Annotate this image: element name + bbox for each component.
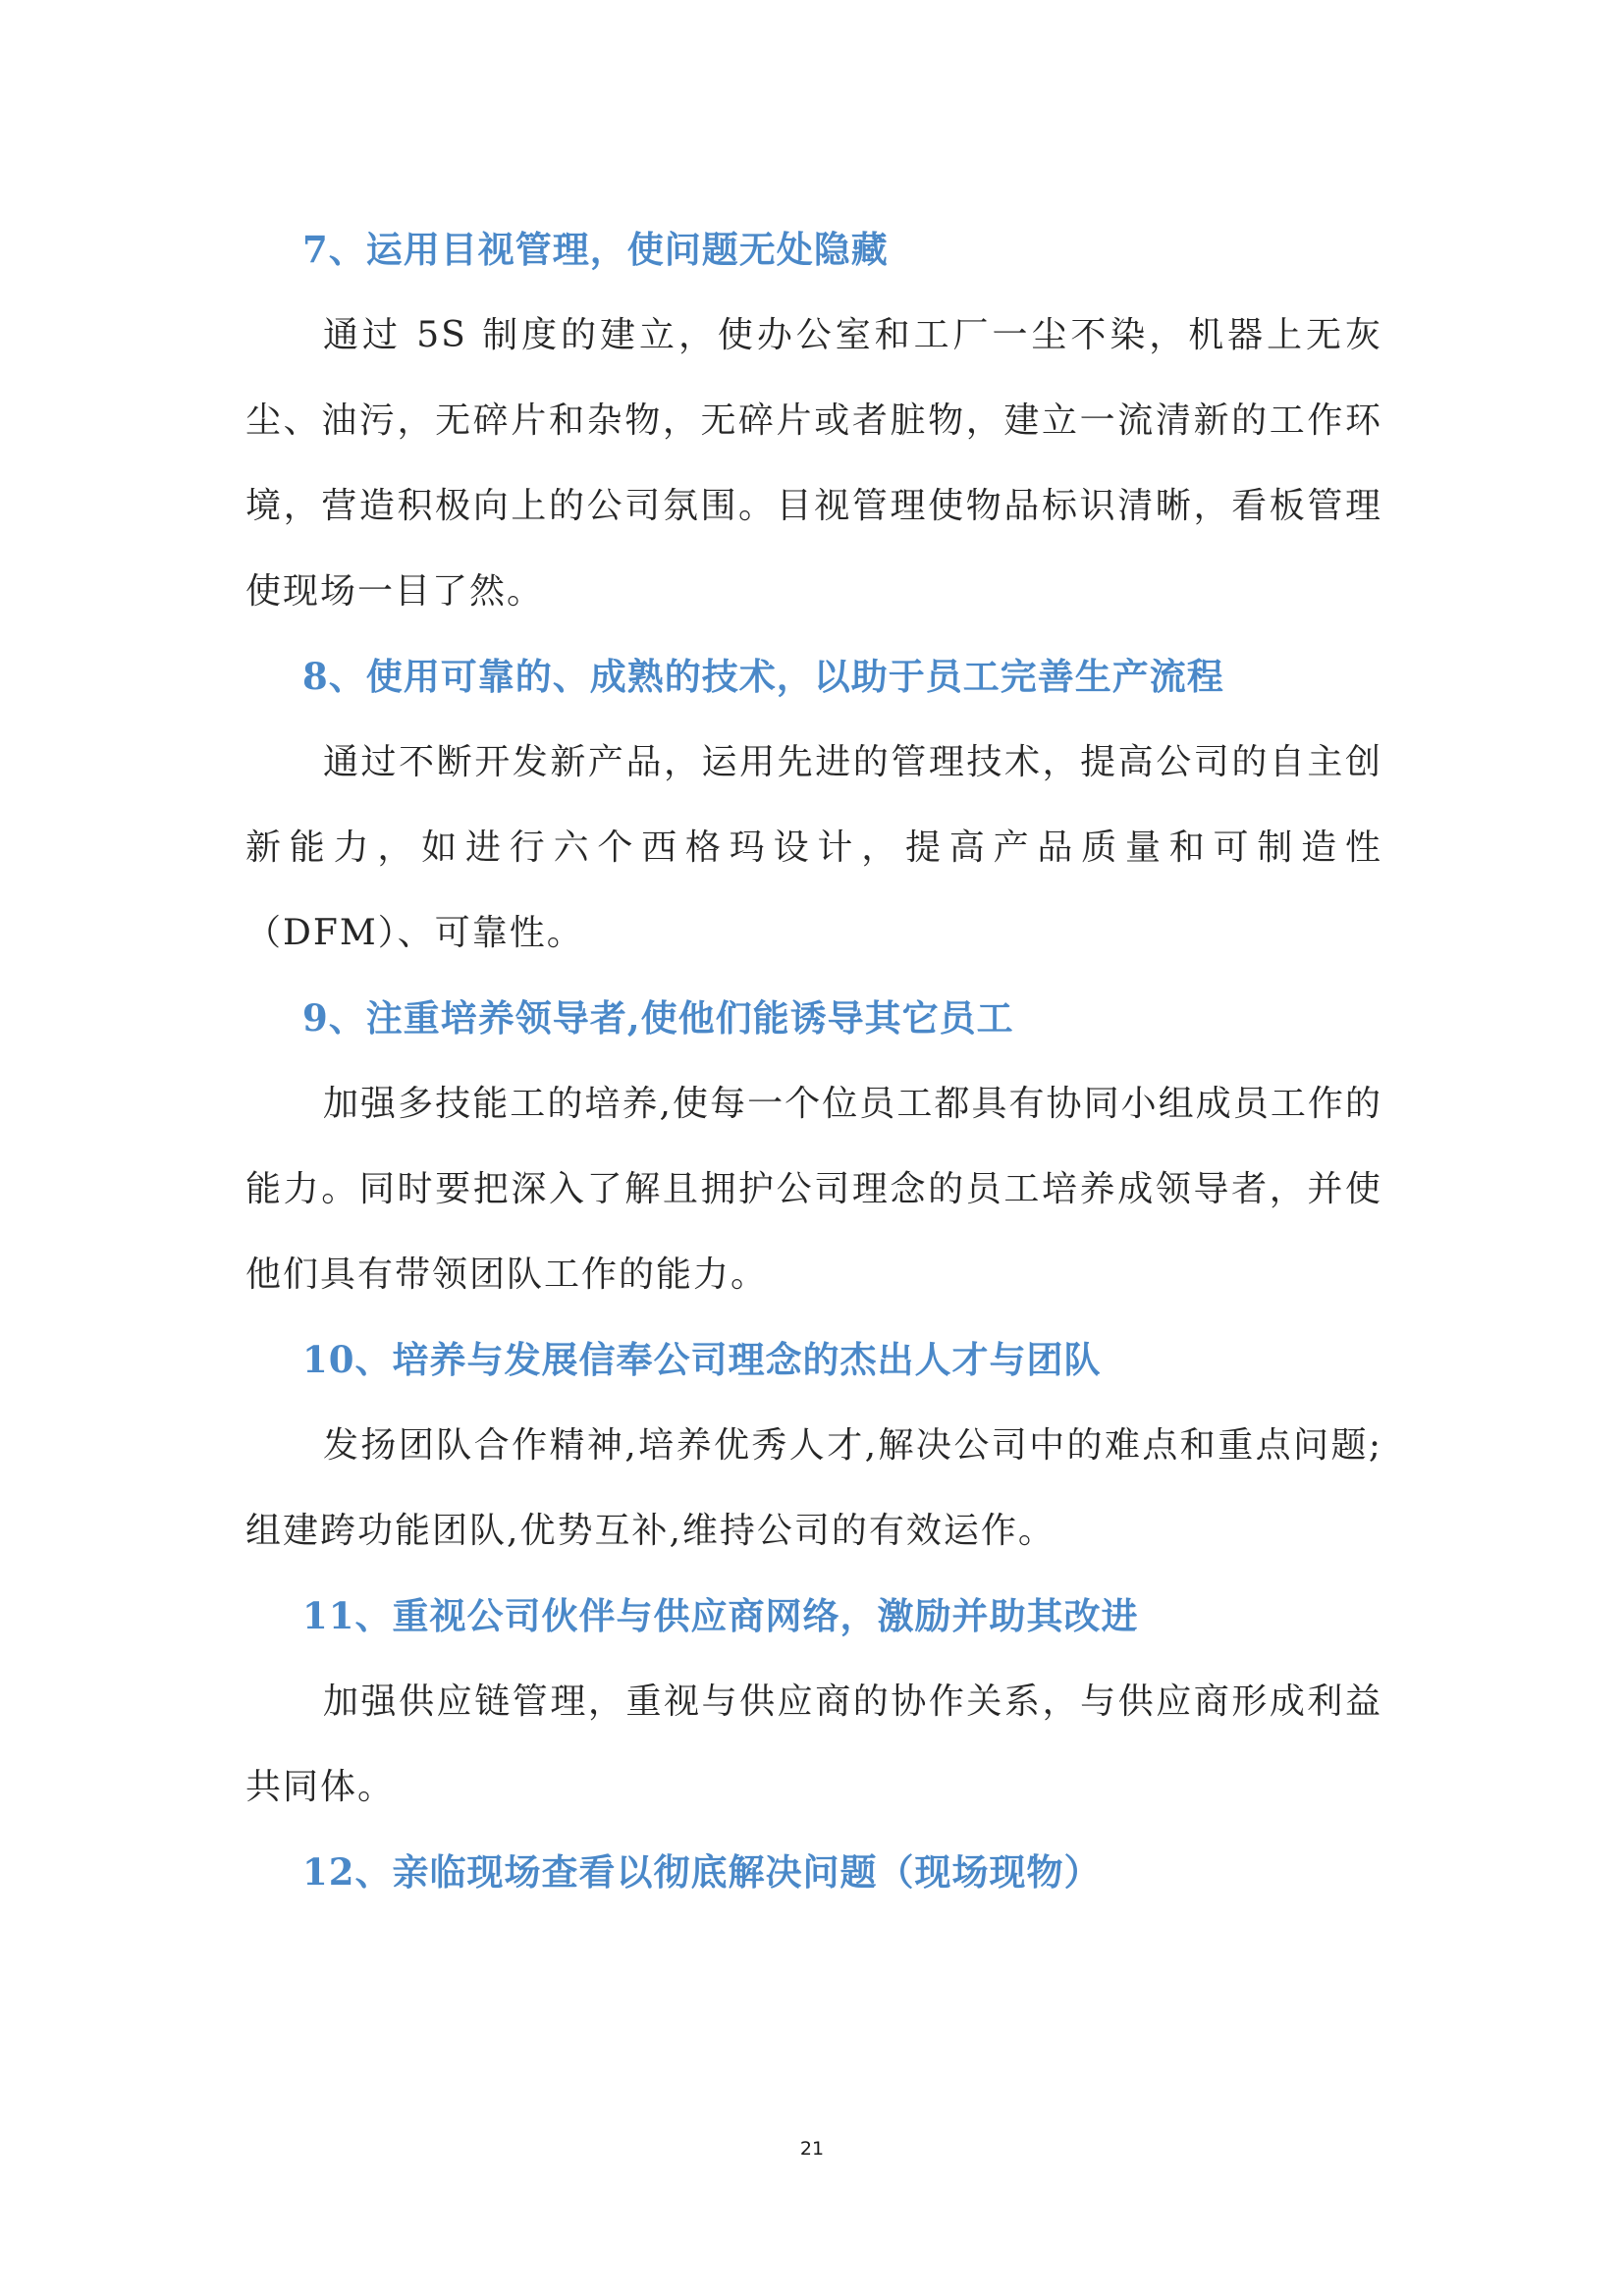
page-number: 21 xyxy=(799,2138,825,2160)
section-7-paragraph: 通过 5S 制度的建立，使办公室和工厂一尘不染，机器上无灰尘、油污，无碎片和杂物，无碎片或者脏物，建立一流清新的工作环境，营造积极向上的公司氛围。目视管理使物品标识清晰，看板管理使现场一目了然。 xyxy=(245,315,1382,612)
section-10-heading: 10、培养与发展信奉公司理念的杰出人才与团队 xyxy=(302,1338,1102,1381)
section-9-heading: 9、注重培养领导者,使他们能诱导其它员工 xyxy=(302,996,1014,1040)
page-content xyxy=(245,207,1382,1915)
section-10-paragraph: 发扬团队合作精神,培养优秀人才,解决公司中的难点和重点问题;组建跨功能团队,优势互补,维持公司的有效运作。 xyxy=(245,1425,1382,1551)
section-11-heading: 11、重视公司伙伴与供应商网络，激励并助其改进 xyxy=(302,1594,1139,1637)
section-8-paragraph: 通过不断开发新产品，运用先进的管理技术，提高公司的自主创新能力，如进行六个西格玛设计，提高产品质量和可制造性（DFM）、可靠性。 xyxy=(245,742,1382,953)
section-7-heading: 7、运用目视管理，使问题无处隐藏 xyxy=(302,228,889,271)
section-9-paragraph: 加强多技能工的培养,使每一个位员工都具有协同小组成员工作的能力。同时要把深入了解且拥护公司理念的员工培养成领导者，并使他们具有带领团队工作的能力。 xyxy=(245,1084,1382,1295)
section-12-heading: 12、亲临现场查看以彻底解决问题（现场现物） xyxy=(302,1850,1102,1894)
section-11-paragraph: 加强供应链管理，重视与供应商的协作关系，与供应商形成利益共同体。 xyxy=(245,1682,1382,1807)
section-8-heading: 8、使用可靠的、成熟的技术，以助于员工完善生产流程 xyxy=(302,655,1224,698)
